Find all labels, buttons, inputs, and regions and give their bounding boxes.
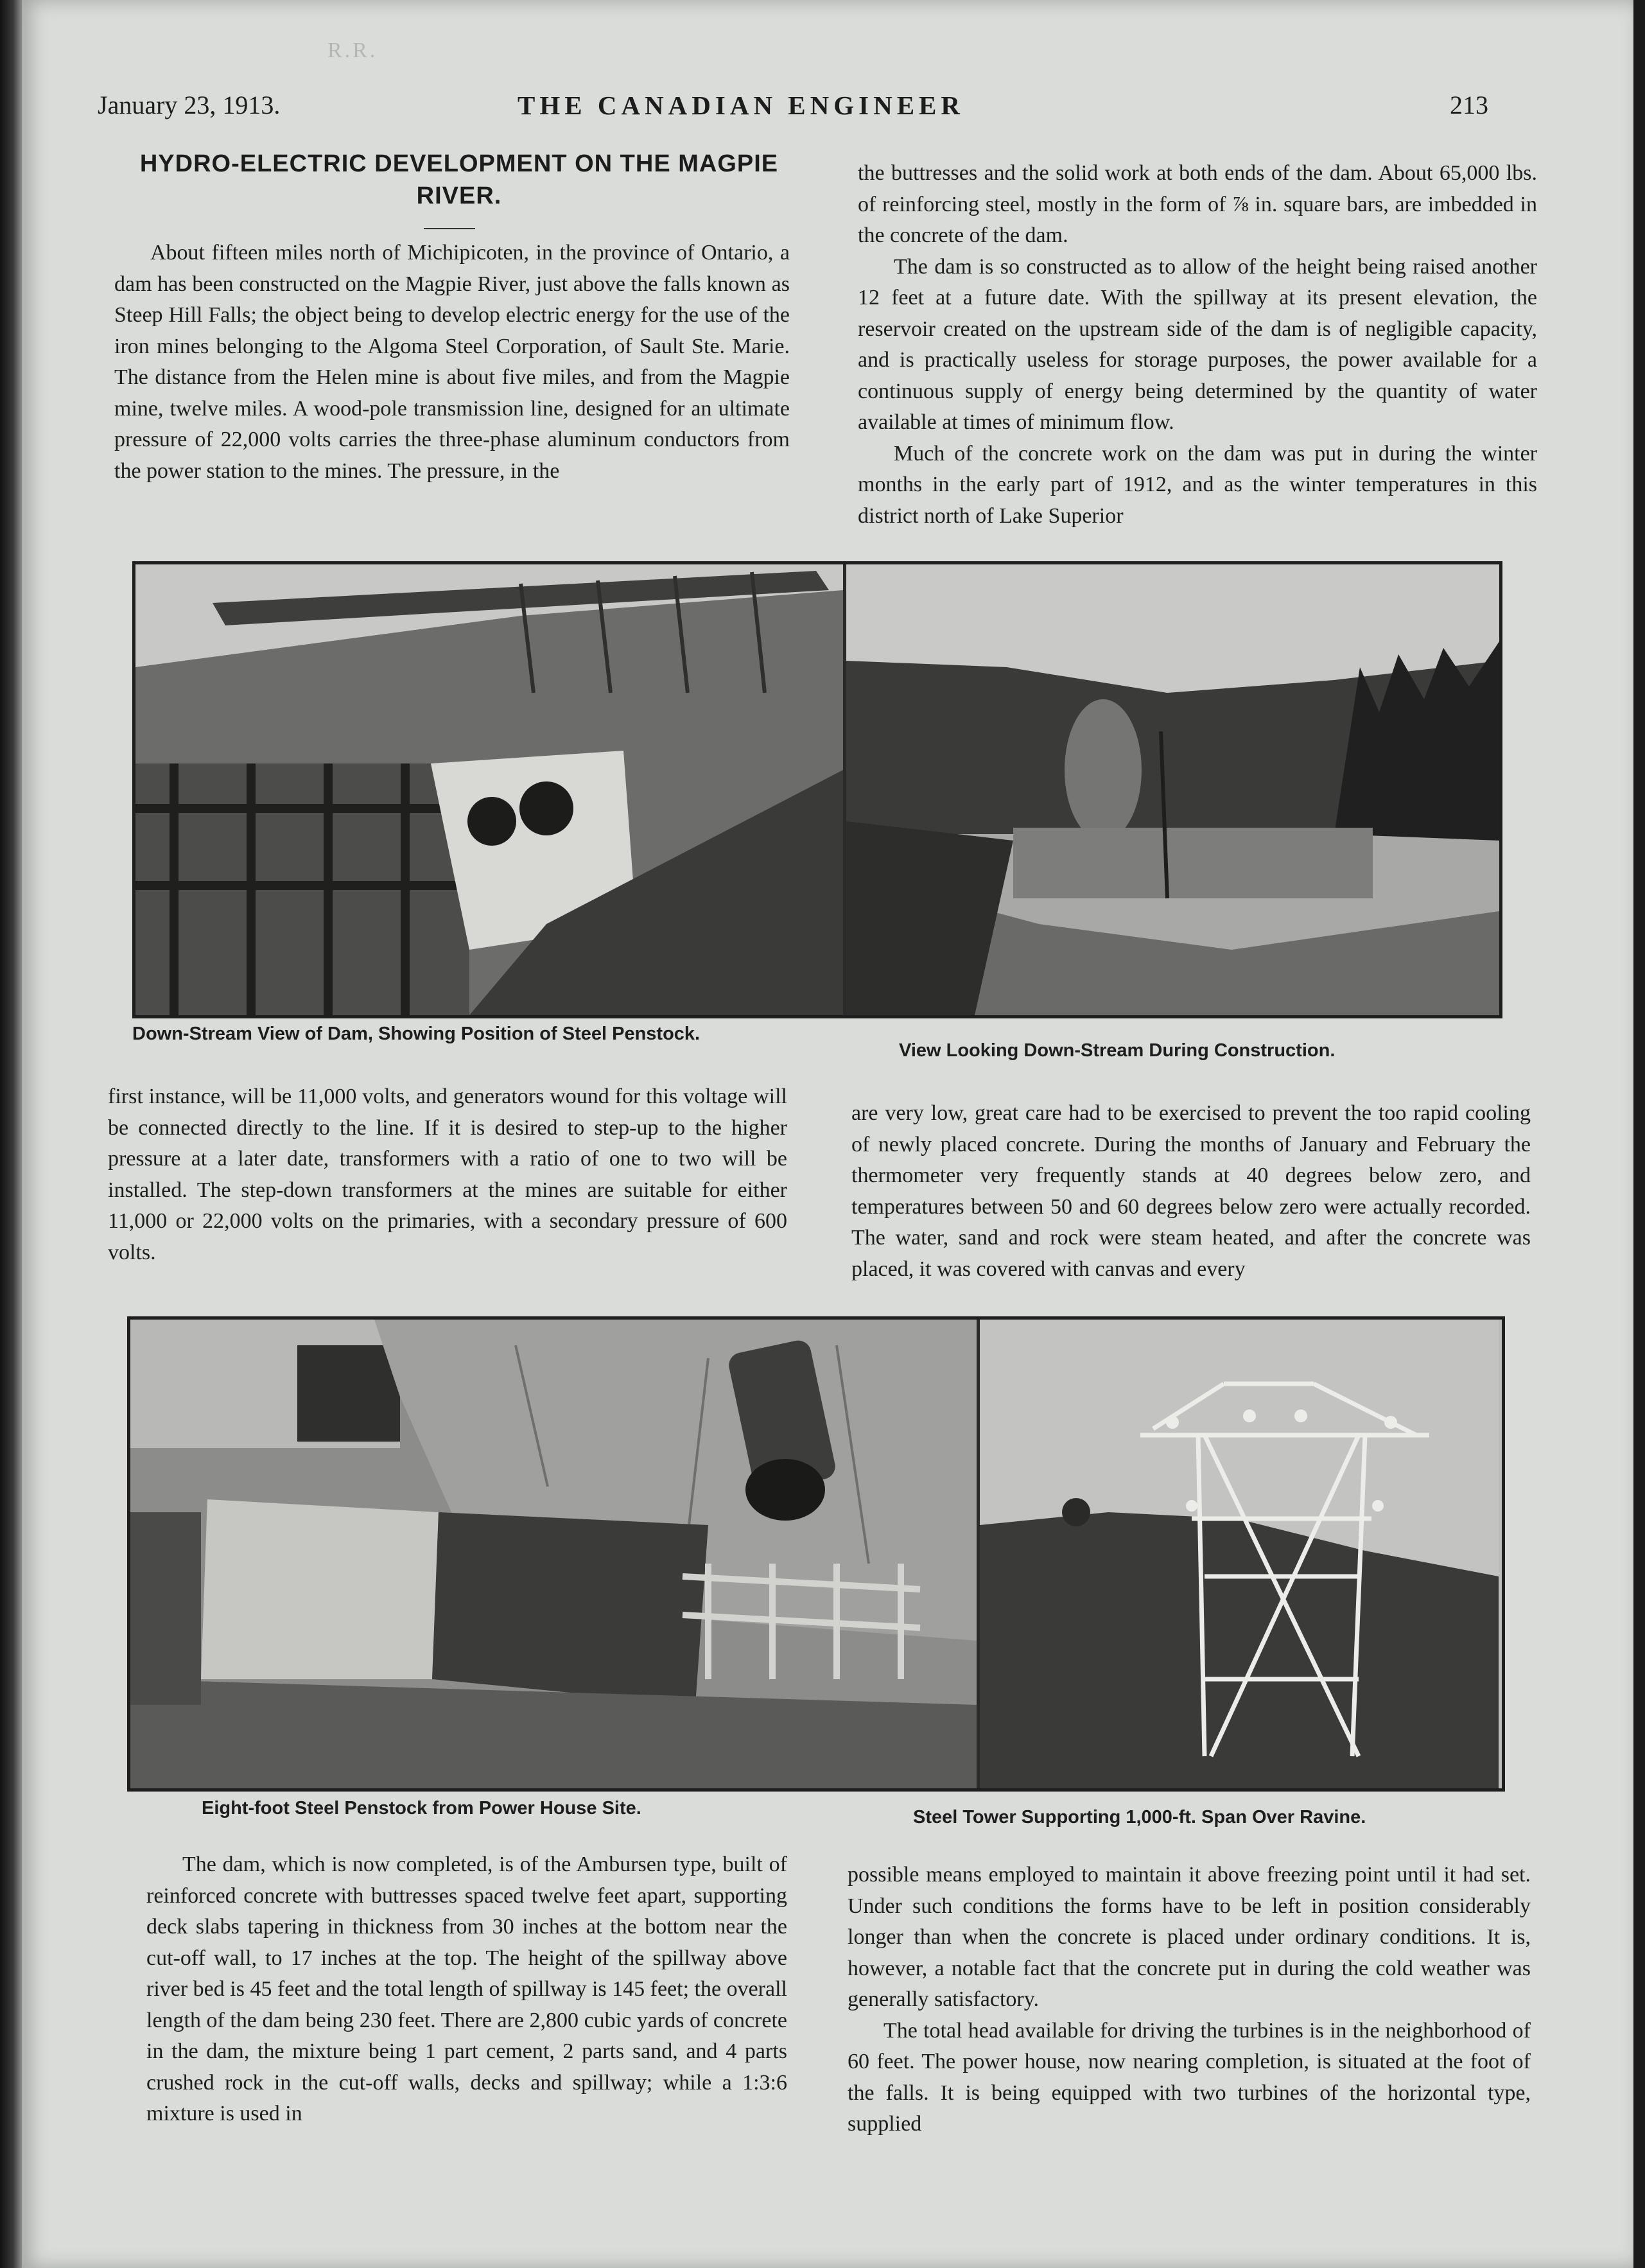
column-2-bottom (848, 1860, 1531, 2140)
paragraph: The dam is so constructed as to allow of the height being raised another 12 feet at a future date. With the spillway at its present elevation, the reservoir created on the upstream side of the dam is of negligible capacity, and is practically useless for storage purposes, the power available for a continuous supply of energy being determined by the quantity of water available at times of minimum flow. (858, 254, 1537, 434)
caption-figure-1: Down-Stream View of Dam, Showing Position of Steel Penstock. (132, 1024, 701, 1044)
faded-stamp: R.R. (327, 39, 378, 62)
photo-steel-tower (980, 1320, 1499, 1788)
article-title: HYDRO-ELECTRIC DEVELOPMENT ON THE MAGPIE RIVER. (139, 150, 779, 209)
column-1-middle (108, 1081, 787, 1268)
column-1-bottom (146, 1849, 787, 2130)
photo-construction-view (846, 564, 1499, 1015)
caption-figure-2: View Looking Down-Stream During Construction. (899, 1040, 1336, 1061)
column-1-top (114, 238, 790, 487)
paragraph: possible means employed to maintain it above freezing point until it had set. Under such conditions the forms have to be left in position considerably longer than when the concrete is placed under ordinary conditions. It is, however, a notable fact that the concrete put in during the cold weather was generally satisfactory. (848, 1863, 1531, 2011)
masthead: THE CANADIAN ENGINEER (518, 91, 965, 120)
column-2-top (858, 158, 1537, 532)
photo-row-1 (132, 561, 1502, 1018)
issue-date: January 23, 1913. (98, 91, 281, 119)
title-rule (424, 228, 475, 229)
photo-steel-penstock (130, 1320, 977, 1788)
paragraph: The dam, which is now completed, is of the Ambursen type, built of reinforced concrete with buttresses spaced twelve feet apart, supporting deck slabs tapering in thickness from 30 inches at the bottom near the cut-off wall, to 17 inches at the top. The height of the spillway above river bed is 45 feet and the total length of spillway is 145 feet; the overall length of the dam being 230 feet. There are 2,800 cubic yards of concrete in the dam, the mixture being 1 part cement, 2 parts sand, and 4 parts crushed rock in the cut-off walls, decks and spillway; while a 1:3:6 mixture is used in (146, 1853, 787, 2125)
paragraph: About fifteen miles north of Michipicoten, in the province of Ontario, a dam has been constructed on the Magpie River, just above the falls known as Steep Hill Falls; the object being to develop electric energy for the use of the iron mines belonging to the Algoma Steel Corporation, of Sault Ste. Marie. The distance from the Helen mine is about five miles, and from the Magpie mine, twelve miles. A wood-pole transmission line, designed for an ultimate pressure of 22,000 volts carries the three-phase aluminum conductors from the power station to the mines. The pressure, in the (114, 241, 790, 483)
paragraph: Much of the concrete work on the dam was put in during the winter months in the early part of 1912, and as the winter temperatures in this district north of Lake Superior (858, 441, 1537, 528)
caption-figure-4: Steel Tower Supporting 1,000-ft. Span Over Ravine. (913, 1807, 1366, 1827)
paragraph: are very low, great care had to be exercised to prevent the too rapid cooling of newly placed concrete. During the months of January and February the thermometer very frequently stands at 40 degrees below zero, and temperatures between 50 and 60 degrees below zero were actually recorded. The water, sand and rock were steam heated, and after the concrete was placed, it was covered with canvas and every (851, 1101, 1531, 1281)
book-spine (0, 0, 22, 2268)
paragraph: the buttresses and the solid work at both ends of the dam. About 65,000 lbs. of reinforcing steel, mostly in the form of ⅞ in. square bars, are imbedded in the concrete of the dam. (858, 161, 1537, 247)
paragraph: The total head available for driving the turbines is in the neighborhood of 60 feet. The power house, now nearing completion, is situated at the foot of the falls. It is being equipped with two turbines of the horizontal type, supplied (848, 2018, 1531, 2136)
photo-row-2 (127, 1316, 1505, 1792)
paragraph: first instance, will be 11,000 volts, and generators wound for this voltage will be connected directly to the line. If it is desired to step-up to the higher pressure at a later date, transformers with a ratio of one to two will be installed. The step-down transformers at the mines are suitable for either 11,000 or 22,000 volts on the primaries, with a secondary pressure of 600 volts. (108, 1085, 787, 1264)
photo-dam-downstream (135, 564, 843, 1015)
caption-figure-3: Eight-foot Steel Penstock from Power House Site. (202, 1798, 641, 1819)
column-2-middle (851, 1098, 1531, 1285)
page-number: 213 (1450, 91, 1488, 119)
